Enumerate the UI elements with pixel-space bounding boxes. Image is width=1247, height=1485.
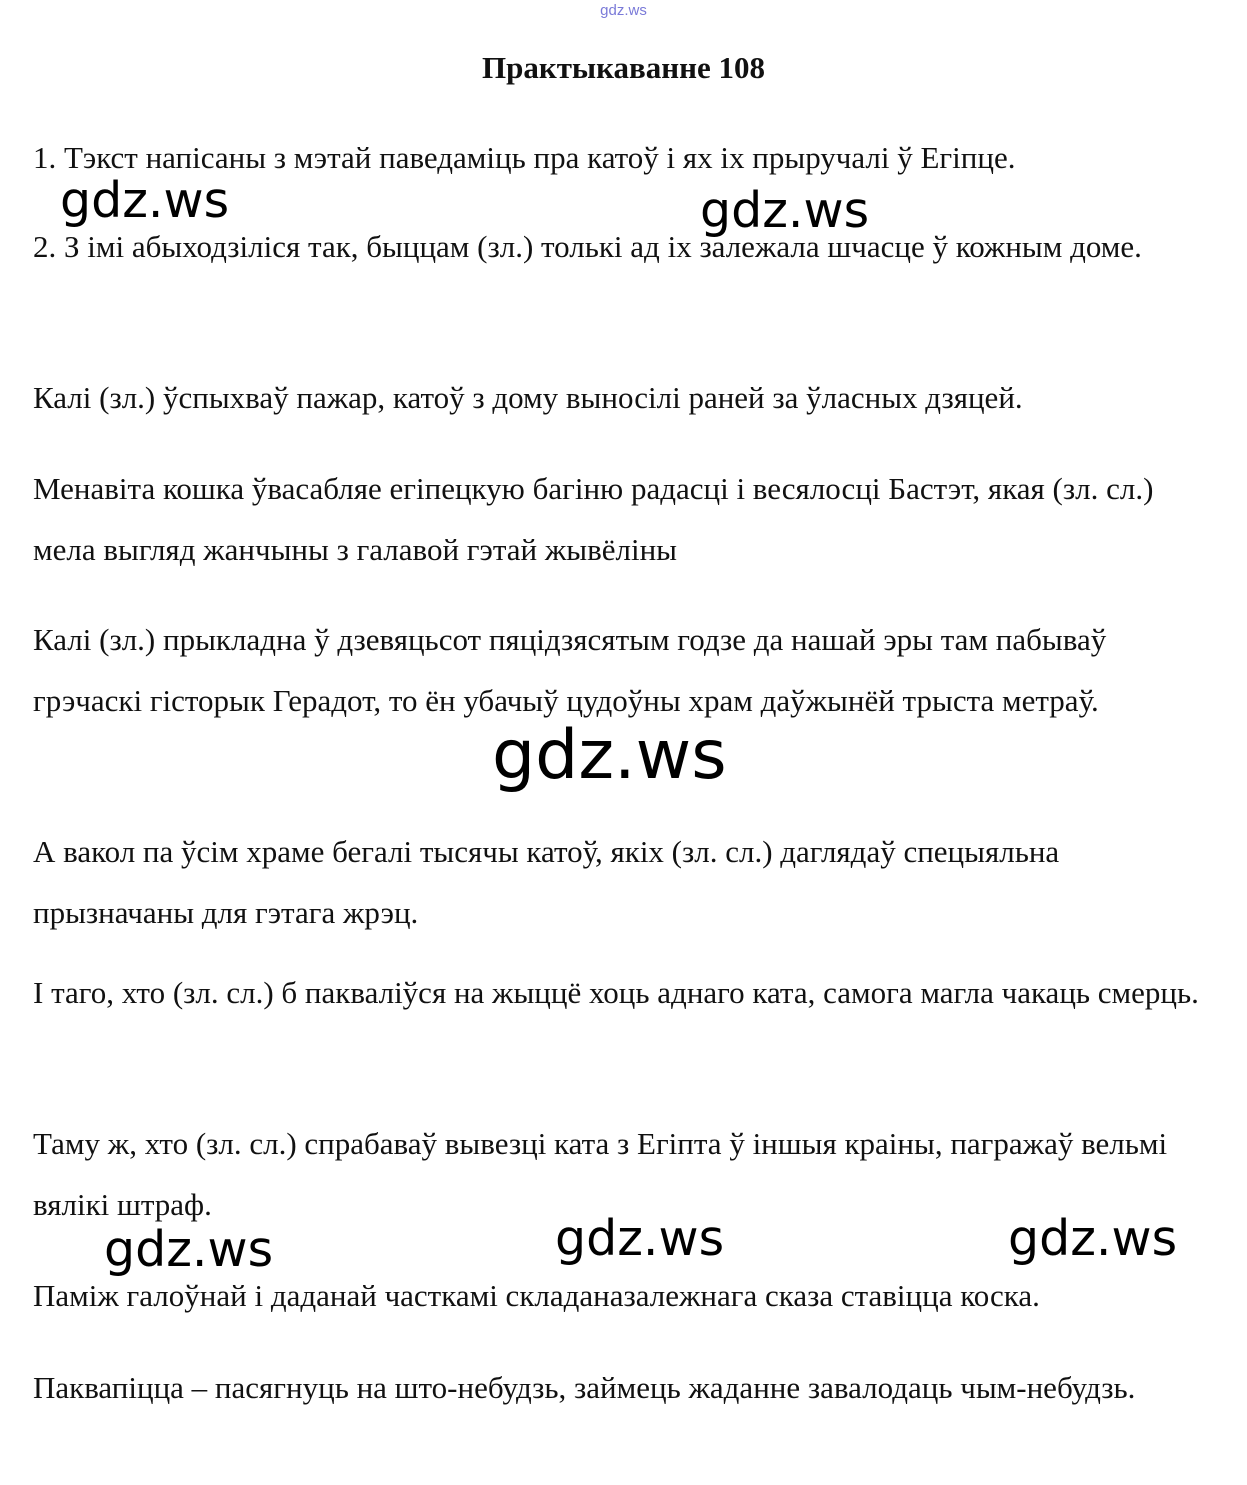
watermark-5: gdz.ws — [555, 1210, 725, 1267]
watermark-3: gdz.ws — [492, 716, 727, 795]
paragraph-9: Паміж галоўнай і даданай часткамі складаназалежнага сказа ставіцца коска. — [33, 1278, 1040, 1313]
paragraph-4: Менавіта кошка ўвасабляе егіпецкую багіню радасці і весялосці Бастэт, якая (зл. сл.) мела выгляд жанчыны з галавой гэтай жывёліны — [33, 471, 1154, 567]
paragraph-7: І таго, хто (зл. сл.) б пакваліўся на жыццё хоць аднаго ката, самога магла чакаць смерць. — [33, 975, 1199, 1010]
site-watermark-top: gdz.ws — [600, 2, 647, 19]
paragraph-2: 2. З імі абыходзіліся так, быццам (зл.) толькі ад іх залежала шчасце ў кожным доме. — [33, 229, 1142, 264]
paragraph-1: 1. Тэкст напісаны з мэтай паведаміць пра катоў і ях іх прыручалі ў Егіпце. — [33, 140, 1016, 175]
paragraph-3: Калі (зл.) ўспыхваў пажар, катоў з дому выносілі раней за ўласных дзяцей. — [33, 380, 1023, 415]
paragraph-10: Паквапіцца – пасягнуць на што-небудзь, займець жаданне завалодаць чым-небудзь. — [33, 1370, 1136, 1405]
watermark-6: gdz.ws — [1008, 1210, 1178, 1267]
paragraph-8: Таму ж, хто (зл. сл.) спрабаваў вывезці ката з Егіпта ў іншыя краіны, пагражаў вельмі вялікі штраф. — [33, 1126, 1168, 1222]
paragraph-6: А вакол па ўсім храме бегалі тысячы катоў, якіх (зл. сл.) даглядаў спецыяльна прызначаны для гэтага жрэц. — [33, 834, 1060, 930]
page-title: Практыкаванне 108 — [481, 50, 765, 85]
watermark-1: gdz.ws — [60, 172, 230, 229]
watermark-4: gdz.ws — [104, 1221, 274, 1278]
paragraph-5: Калі (зл.) прыкладна ў дзевяцьсот пяцідзясятым годзе да нашай эры там пабываў грэчаскі гісторык Герадот, то ён убачыў цудоўны храм даўжынёй трыста метраў. — [33, 622, 1107, 718]
watermark-2: gdz.ws — [700, 182, 870, 239]
